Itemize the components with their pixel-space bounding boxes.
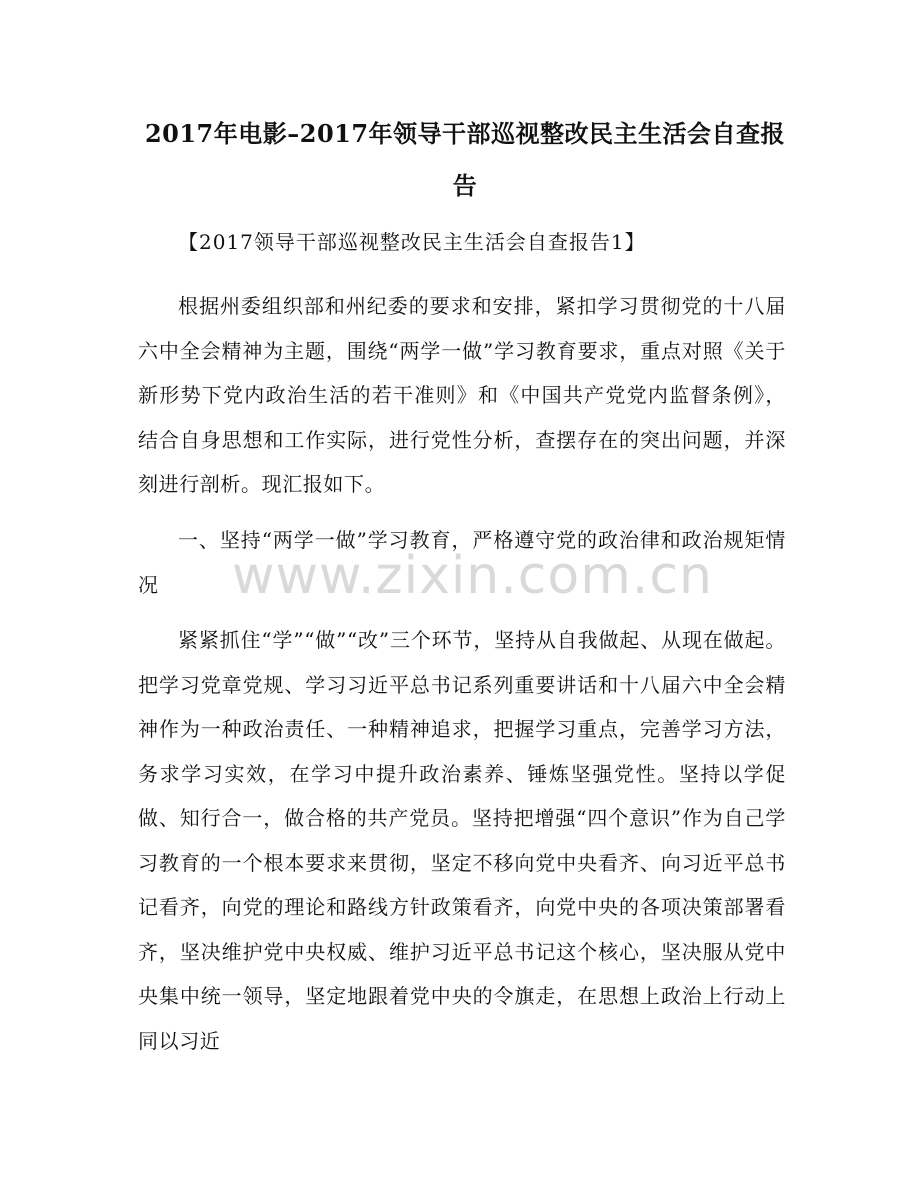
section-heading-1: 一、坚持“两学一做”学习教育，严格遵守党的政治律和政治规矩情况	[138, 528, 786, 597]
paragraph-body: 紧紧抓住“学”“做”“改”三个环节，坚持从自我做起、从现在做起。把学习党章党规、学习习近平总书记系列重要讲话和十八届六中全会精神作为一种政治责任、一种精神追求，把握学习重点，完善学习方法，务求学习实效，在学习中提升政治素养、锤炼坚强党性。坚持以学促做、知行合一，做合格的共产党员。坚持把增强“四个意识”作为自己学习教育的一个根本要求来贯彻，坚定不移向党中央看齐、向习近平总书记看齐，向党的理论和路线方针政策看齐，向党中央的各项决策部署看齐，坚决维护党中央权威、维护习近平总书记这个核心，坚决服从党中央集中统一领导，坚定地跟着党中央的令旗走，在思想上政治上行动上同以习近	[138, 628, 786, 1053]
section-subtitle: 【2017领导干部巡视整改民主生活会自查报告1】	[178, 230, 646, 254]
paragraph-intro: 根据州委组织部和州纪委的要求和安排，紧扣学习贯彻党的十八届六中全会精神为主题，围绕“两学一做”学习教育要求，重点对照《关于新形势下党内政治生活的若干准则》和《中国共产党党内监督条例》，结合自身思想和工作实际，进行党性分析，查摆存在的突出问题，并深刻进行剖析。现汇报如下。	[138, 294, 786, 496]
document-title: 2017年电影–2017年领导干部巡视整改民主生活会自查报告	[144, 119, 786, 200]
watermark: www.zixin.com.cn	[232, 546, 713, 606]
